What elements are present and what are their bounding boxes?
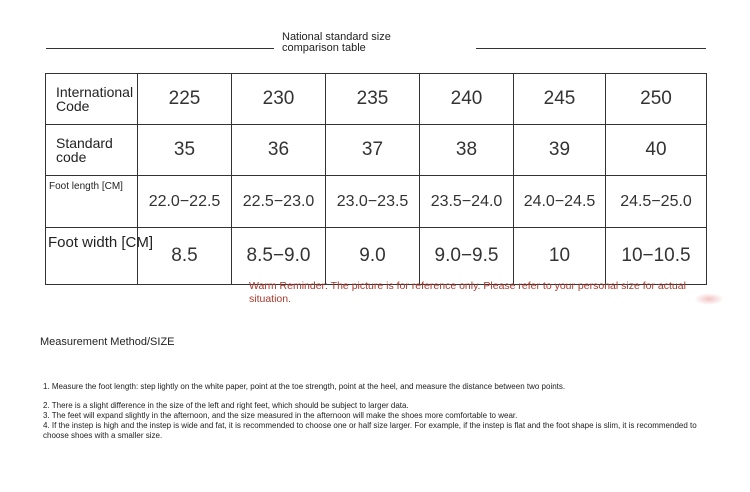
table-row-foot-width — [46, 228, 707, 285]
measurement-notes — [43, 382, 723, 441]
decorative-smudge — [694, 293, 724, 305]
table-cell: 22.0−22.5 — [138, 176, 232, 228]
row-label: Foot width [CM] — [46, 228, 138, 285]
table-title-line-1: National standard size — [282, 31, 391, 43]
table-cell: 250 — [606, 74, 707, 125]
measurement-method-heading: Measurement Method/SIZE — [40, 336, 175, 348]
table-cell: 240 — [420, 74, 514, 125]
table-cell: 23.5−24.0 — [420, 176, 514, 228]
table-cell: 38 — [420, 125, 514, 176]
row-label: International Code — [46, 74, 138, 125]
table-cell: 245 — [514, 74, 606, 125]
table-cell: 23.0−23.5 — [326, 176, 420, 228]
table-row-international-code — [46, 74, 707, 125]
note-item: 3. The feet will expand slightly in the afternoon, and the size measured in the afternoon will make the shoes more comfortable to wear. — [43, 411, 518, 420]
size-comparison-table — [45, 73, 707, 285]
table-cell: 35 — [138, 125, 232, 176]
table-cell: 8.5−9.0 — [232, 228, 326, 285]
table-row-foot-length — [46, 176, 707, 228]
table-cell: 36 — [232, 125, 326, 176]
table-cell: 10 — [514, 228, 606, 285]
table-cell: 37 — [326, 125, 420, 176]
table-cell: 235 — [326, 74, 420, 125]
row-label: Foot length [CM] — [46, 176, 138, 228]
table-cell: 10−10.5 — [606, 228, 707, 285]
table-cell: 9.0−9.5 — [420, 228, 514, 285]
warm-reminder: Warm Reminder: The picture is for reference only. Please refer to your personal size for actual situation. — [249, 280, 686, 305]
table-title-line-2: comparison table — [282, 42, 366, 54]
table-row-standard-code — [46, 125, 707, 176]
table-cell: 24.0−24.5 — [514, 176, 606, 228]
table-cell: 22.5−23.0 — [232, 176, 326, 228]
table-cell: 39 — [514, 125, 606, 176]
table-cell: 40 — [606, 125, 707, 176]
table-title — [274, 32, 476, 54]
table-cell: 230 — [232, 74, 326, 125]
table-cell: 24.5−25.0 — [606, 176, 707, 228]
note-item: 2. There is a slight difference in the size of the left and right feet, which should be subject to larger data. — [43, 401, 409, 410]
note-item: 4. If the instep is high and the instep is wide and fat, it is recommended to choose one or half size larger. For example, if the instep is flat and the foot shape is slim, it is recommended to choose shoes with a smaller size. — [43, 421, 697, 440]
table-cell: 225 — [138, 74, 232, 125]
table-cell: 9.0 — [326, 228, 420, 285]
note-item: 1. Measure the foot length: step lightly on the white paper, point at the toe strength, point at the heel, and measure the distance between two points. — [43, 382, 566, 391]
row-label: Standard code — [46, 125, 138, 176]
table-cell: 8.5 — [138, 228, 232, 285]
